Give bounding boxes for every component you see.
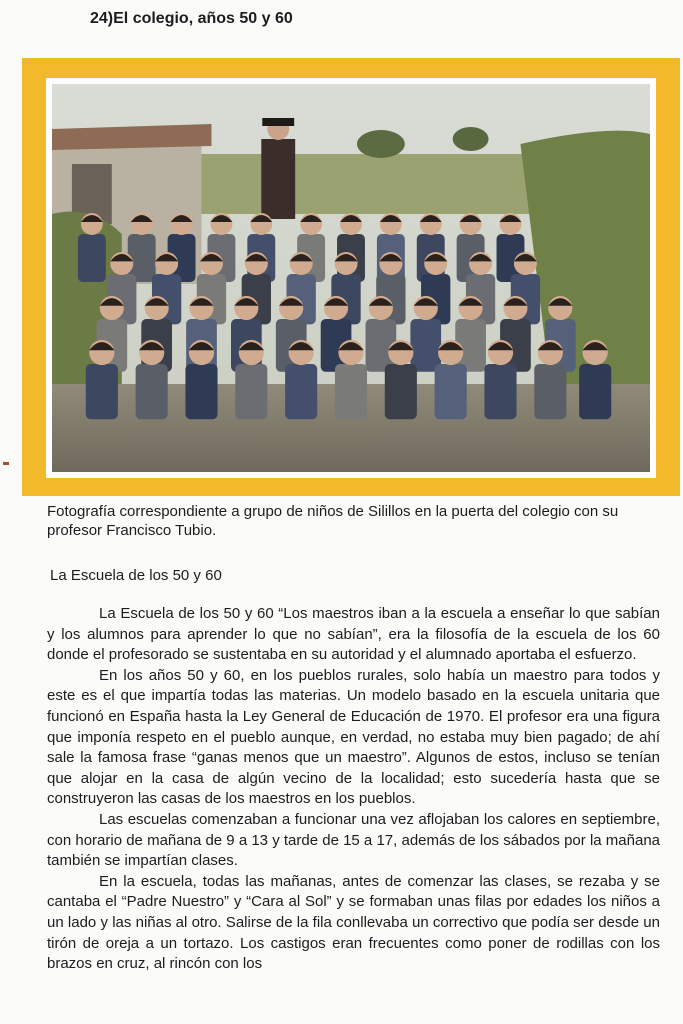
section-title: La Escuela de los 50 y 60 (50, 567, 222, 584)
margin-mark (3, 462, 9, 465)
page-title: 24)El colegio, años 50 y 60 (90, 10, 293, 27)
body-text (47, 604, 660, 975)
paragraph: En la escuela, todas las mañanas, antes de comenzar las clases, se rezaba y se cantaba el “Padre Nuestro” y “Cara al Sol” y se formaban unas filas por edades los niños a un lado y las niñas al otro. Salirse de la fila conllevaba un correctivo que podía ser desde un tirón de oreja a un tortazo. Los castigos eran frecuentes como poner de rodillas con los brazos en cruz, al rincón con los (47, 872, 660, 973)
paragraph: La Escuela de los 50 y 60 “Los maestros iban a la escuela a enseñar lo que sabían y los alumnos para aprender lo que no sabían”, era la filosofía de la escuela de los 60 donde el profesorado se sustentaba en su autoridad y el alumnado aportaba el esfuerzo. (47, 605, 660, 664)
photo-caption: Fotografía correspondiente a grupo de niños de Silillos en la puerta del colegio con su profesor Francisco Tubio. (47, 503, 619, 539)
photo-frame (22, 58, 680, 496)
paragraph: Las escuelas comenzaban a funcionar una vez aflojaban los calores en septiembre, con horario de mañana de 9 a 13 y tarde de 15 a 17, además de los sábados por la mañana también se impartían clases. (47, 810, 660, 870)
paragraph: En los años 50 y 60, en los pueblos rurales, solo había un maestro para todos y este es el que impartía todas las materias. Un modelo basado en la escuela unitaria que funcionó en España hasta la Ley General de Educación de 1970. El profesor era una figura que imponía respeto en el pueblo aunque, en verdad, no estaba muy bien pagado; de ahí sale la famosa frase “ganas menos que un maestro”. Algunos de estos, incluso se tenían que alojar en la casa de algún vecino de la localidad; esto sucedería hasta que se construyeron las casas de los maestros en los pueblos. (47, 666, 660, 808)
group-photo-image (52, 84, 650, 472)
group-photo (46, 78, 656, 478)
